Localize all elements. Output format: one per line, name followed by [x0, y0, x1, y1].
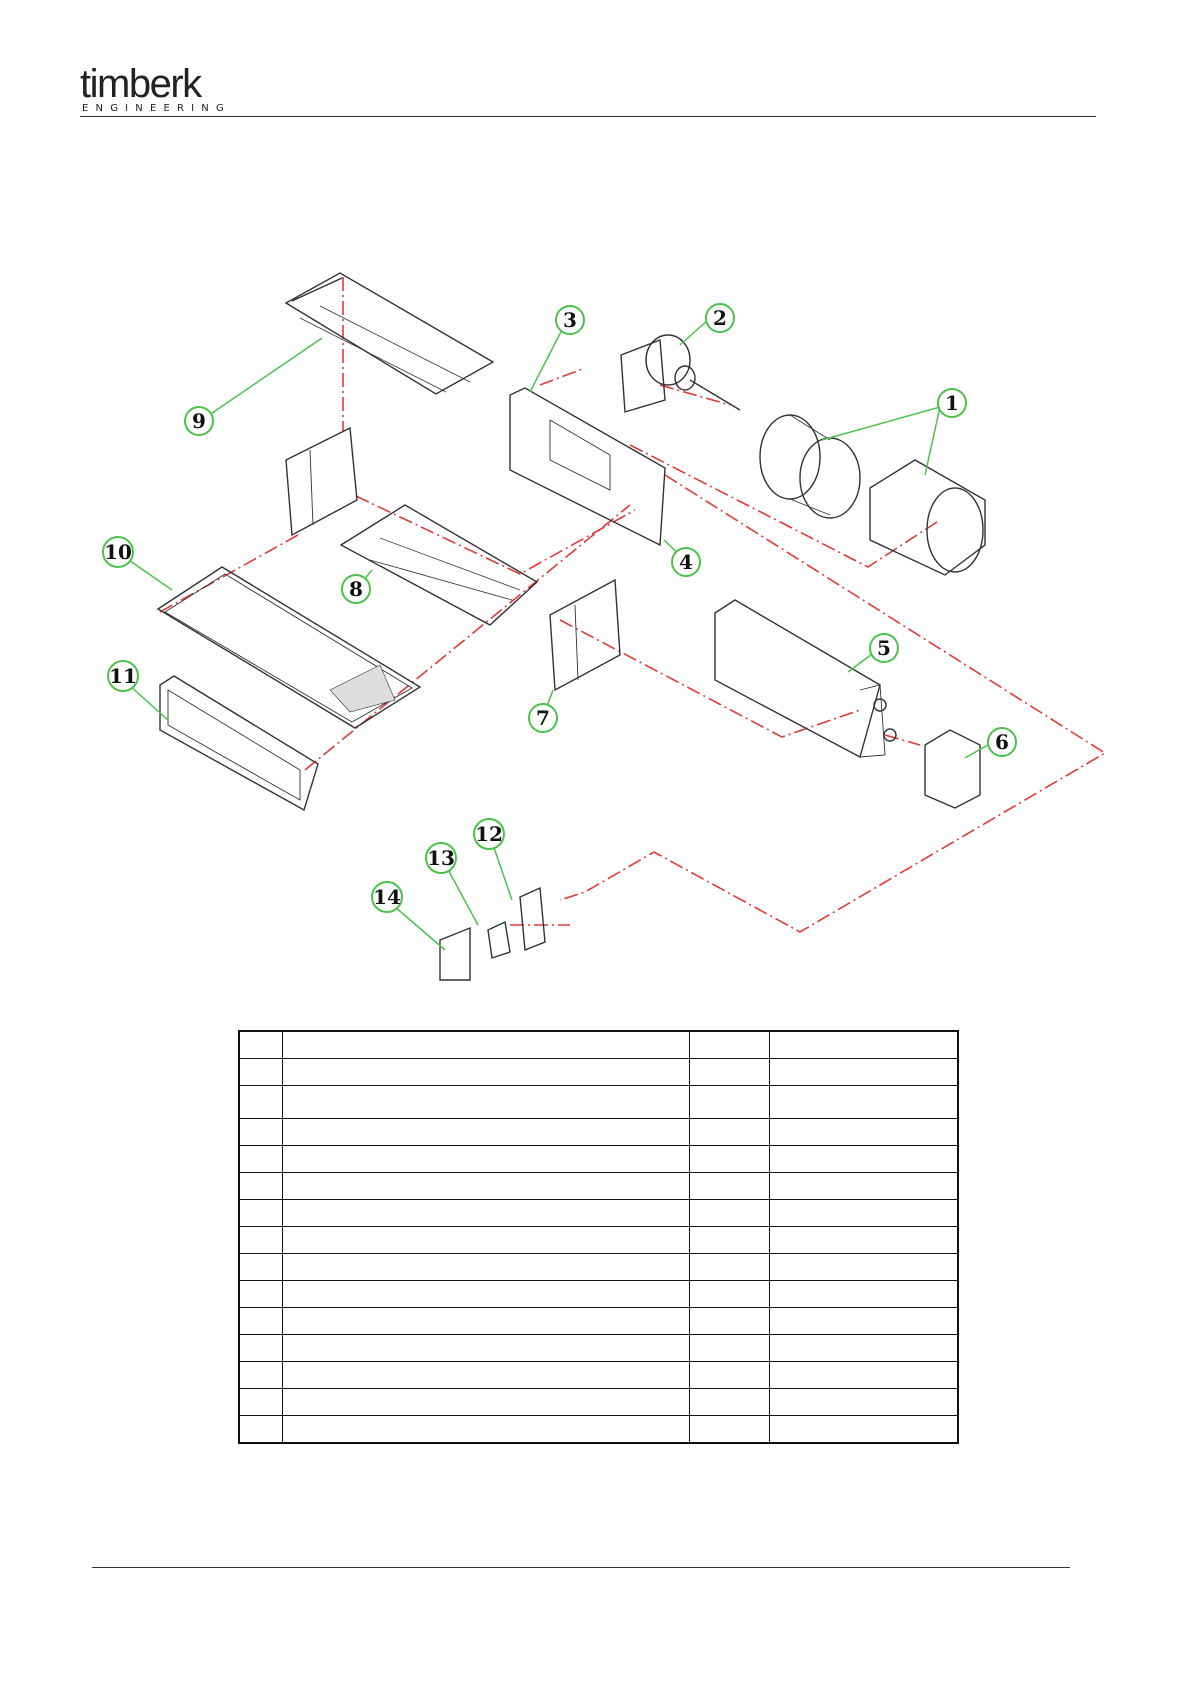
table-cell [283, 1362, 690, 1389]
table-row [239, 1416, 958, 1444]
table-cell [770, 1146, 958, 1173]
part-top-panel [286, 273, 493, 394]
table-cell [690, 1254, 770, 1281]
part-air-deflector [341, 505, 537, 625]
table-cell [239, 1389, 283, 1416]
table-cell [690, 1308, 770, 1335]
callout-2-label: 2 [713, 306, 727, 330]
table-cell [283, 1146, 690, 1173]
callout-14 [372, 882, 402, 912]
table-cell [770, 1389, 958, 1416]
part-coil-cover [925, 730, 980, 808]
callout-5-label: 5 [877, 636, 891, 660]
callout-7-label: 7 [536, 706, 550, 730]
table-cell [239, 1119, 283, 1146]
table-cell [283, 1200, 690, 1227]
table-cell [283, 1308, 690, 1335]
part-filter-frame [160, 676, 318, 810]
brand-name: timberk [80, 62, 201, 106]
part-fan-plate [510, 388, 665, 545]
table-cell [770, 1173, 958, 1200]
part-fan-housing [870, 460, 985, 575]
table-row [239, 1173, 958, 1200]
table-cell [239, 1362, 283, 1389]
callout-1 [938, 389, 966, 417]
header-cell [283, 1031, 690, 1059]
table-cell [770, 1254, 958, 1281]
callout-5 [870, 634, 898, 662]
table-cell [770, 1308, 958, 1335]
table-cell [690, 1086, 770, 1119]
table-cell [239, 1200, 283, 1227]
table-row [239, 1119, 958, 1146]
table-cell [770, 1281, 958, 1308]
table-cell [690, 1335, 770, 1362]
callout-markers [103, 304, 1016, 912]
table-row [239, 1335, 958, 1362]
table-cell [770, 1200, 958, 1227]
callout-6-label: 6 [995, 730, 1009, 754]
table-cell [770, 1227, 958, 1254]
table-cell [770, 1086, 958, 1119]
table-cell [283, 1059, 690, 1086]
table-cell [690, 1200, 770, 1227]
parts-list-table [238, 1030, 959, 1444]
callout-4-label: 4 [679, 550, 693, 574]
callout-3 [556, 306, 584, 334]
table-cell [770, 1059, 958, 1086]
table-cell [239, 1059, 283, 1086]
table-row [239, 1227, 958, 1254]
table-cell [690, 1059, 770, 1086]
table-cell [283, 1173, 690, 1200]
callout-9-label: 9 [192, 409, 206, 433]
callout-4 [672, 548, 700, 576]
callout-12-label: 12 [475, 822, 503, 846]
table-cell [690, 1227, 770, 1254]
callout-1-label: 1 [945, 391, 959, 415]
table-cell [239, 1146, 283, 1173]
table-cell [690, 1146, 770, 1173]
table-row [239, 1086, 958, 1119]
table-cell [283, 1227, 690, 1254]
table-cell [239, 1254, 283, 1281]
callout-11 [108, 661, 138, 691]
table-cell [690, 1173, 770, 1200]
callout-9 [185, 407, 213, 435]
callout-14-label: 14 [373, 885, 401, 909]
table-cell [239, 1308, 283, 1335]
callout-6 [988, 728, 1016, 756]
callout-7 [529, 704, 557, 732]
table-cell [239, 1281, 283, 1308]
brand-tagline: ENGINEERING [82, 103, 231, 114]
callout-10-label: 10 [104, 540, 132, 564]
callout-3-label: 3 [563, 308, 577, 332]
table-cell [283, 1254, 690, 1281]
table-row [239, 1281, 958, 1308]
table-cell [690, 1416, 770, 1444]
table-cell [283, 1389, 690, 1416]
callout-13 [426, 843, 456, 873]
header-cell [770, 1031, 958, 1059]
table-row [239, 1059, 958, 1086]
table-row [239, 1308, 958, 1335]
table-cell [283, 1335, 690, 1362]
table-row [239, 1254, 958, 1281]
table-cell [283, 1281, 690, 1308]
table-cell [283, 1416, 690, 1444]
table-cell [239, 1173, 283, 1200]
table-cell [690, 1119, 770, 1146]
part-side-bracket-left [286, 428, 357, 535]
table-cell [690, 1389, 770, 1416]
table-cell [239, 1086, 283, 1119]
table-cell [770, 1416, 958, 1444]
table-header-row [239, 1031, 958, 1059]
header-cell [690, 1031, 770, 1059]
part-fan-impeller [760, 415, 860, 518]
header-cell [239, 1031, 283, 1059]
table-cell [239, 1335, 283, 1362]
table-cell [239, 1227, 283, 1254]
table-cell [283, 1119, 690, 1146]
part-heat-exchanger-coil [715, 600, 896, 757]
callout-12 [474, 819, 504, 849]
table-cell [690, 1362, 770, 1389]
callout-8-label: 8 [349, 577, 363, 601]
table-row [239, 1362, 958, 1389]
table-cell [239, 1416, 283, 1444]
part-control-box [440, 888, 545, 980]
table-cell [283, 1086, 690, 1119]
table-cell [690, 1281, 770, 1308]
part-fan-motor [621, 335, 740, 412]
callout-2 [706, 304, 734, 332]
table-cell [770, 1119, 958, 1146]
callout-11-label: 11 [109, 664, 137, 688]
assembly-paths [160, 277, 1105, 932]
callout-13-label: 13 [427, 846, 455, 870]
callout-8 [342, 575, 370, 603]
callout-10 [103, 537, 133, 567]
part-side-bracket-right [550, 580, 620, 690]
table-row [239, 1146, 958, 1173]
table-cell [770, 1335, 958, 1362]
table-row [239, 1200, 958, 1227]
leader-lines [120, 320, 993, 950]
table-cell [770, 1362, 958, 1389]
footer-divider [92, 1567, 1070, 1568]
part-drain-tray [158, 567, 420, 728]
table-row [239, 1389, 958, 1416]
